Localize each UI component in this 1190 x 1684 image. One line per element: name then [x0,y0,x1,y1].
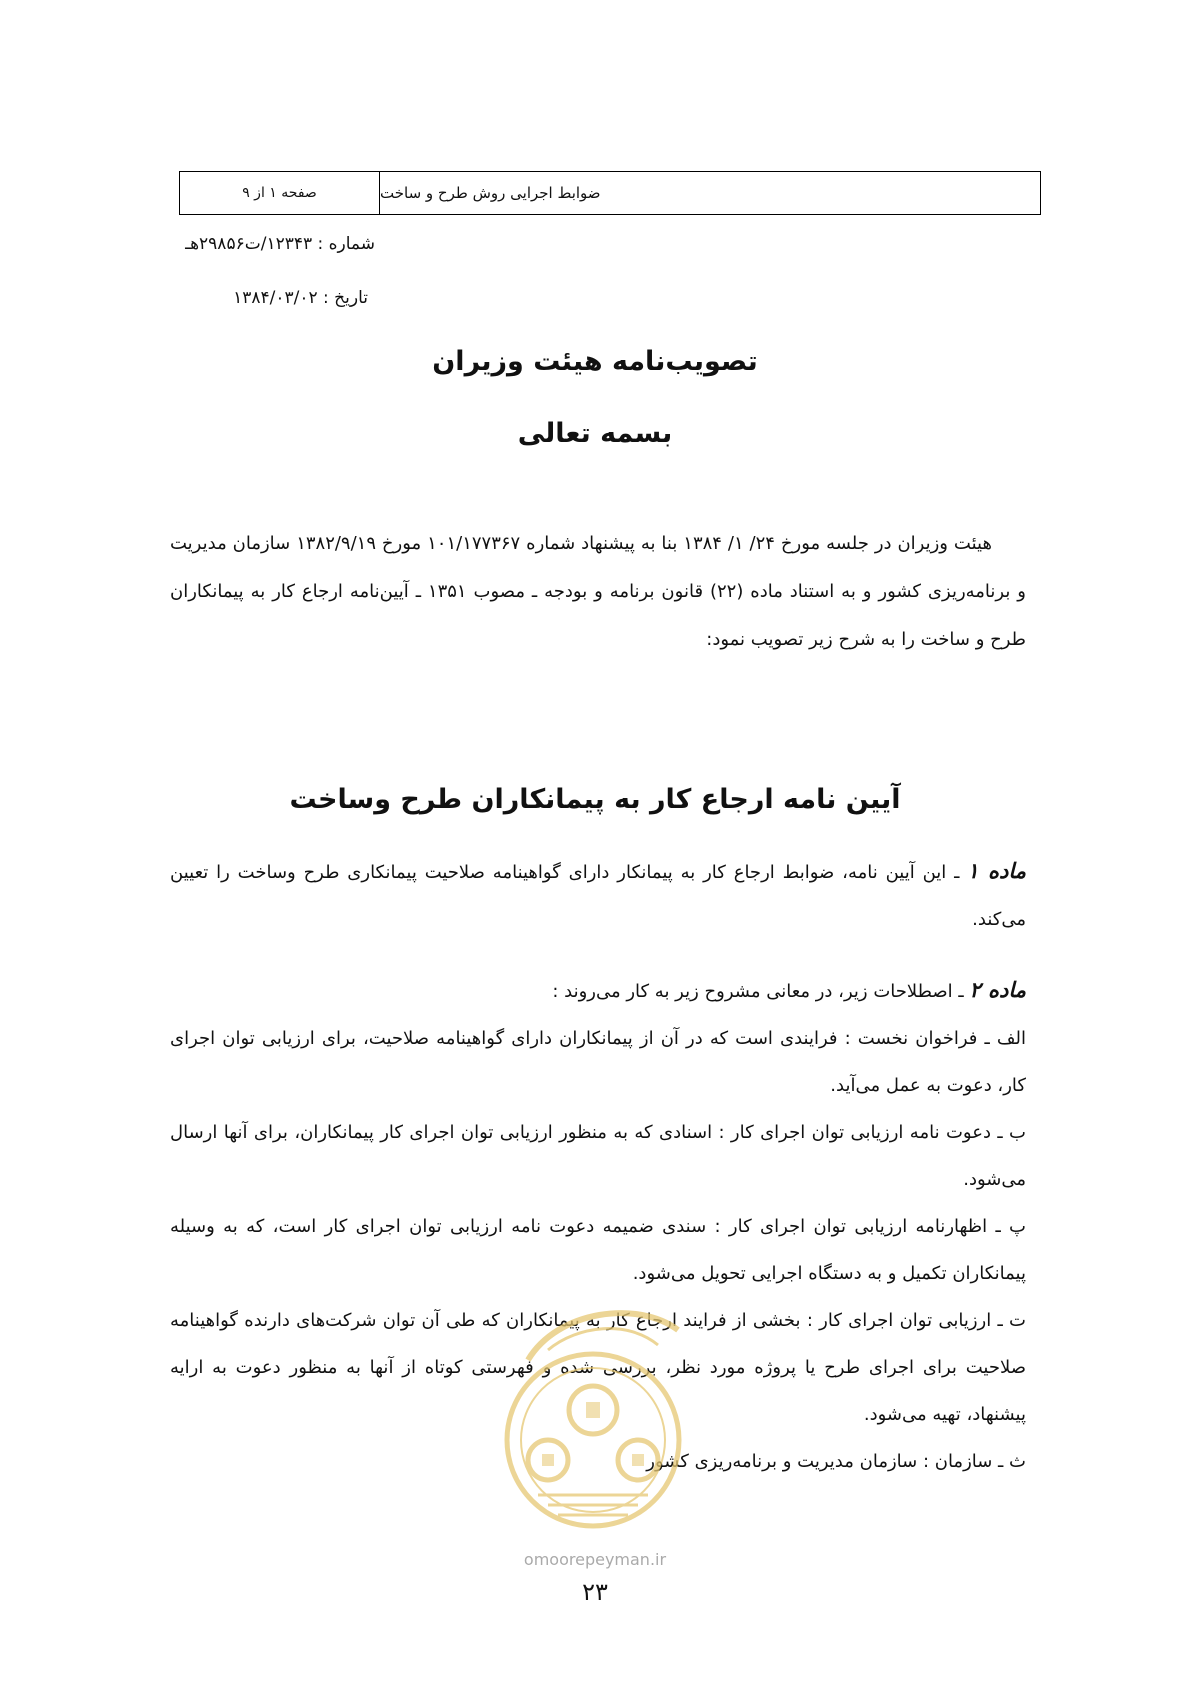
preamble-paragraph [170,520,1026,664]
letter-date: تاریخ : ۱۳۸۴/۰۳/۰۲ [233,288,368,308]
decree-title: تصویب‌نامه هیئت وزیران [432,346,758,377]
definition-te: ت ـ ارزیابی توان اجرای کار : بخشی از فرایند ارجاع کار به پیمانکاران که طی آن توان شرکت‌های دارنده گواهینامه صلاحیت برای اجرای طرح یا پروژه مورد نظر، بررسی شده و فهرستی کوتاه از آنها به منظور دعوت به ارایه پیشنهاد، تهیه می‌شود. [170,1310,1026,1425]
article-1 [170,848,1026,943]
page-indicator: صفحه ۱ از ۹ [180,172,380,214]
article-2-label: ماده ۲ [969,978,1026,1002]
watermark-url: omoorepeyman.ir [523,1550,667,1569]
definition-alef: الف ـ فراخوان نخست : فرایندی است که در آن از پیمانکاران دارای گواهینامه صلاحیت، برای ارزیابی توان اجرای کار، دعوت به عمل می‌آید. [170,1028,1026,1096]
document-title: ضوابط اجرایی روش طرح و ساخت [380,184,601,202]
article-2-text: ـ اصطلاحات زیر، در معانی مشروح زیر به کار می‌روند : [552,981,970,1002]
basmala-heading: بسمه تعالی [517,418,673,449]
article-1-label: ماده ۱ [967,859,1026,883]
page-number: ۲۳ [582,1578,608,1606]
article-2 [170,967,1026,1015]
definition-be: ب ـ دعوت نامه ارزیابی توان اجرای کار : اسنادی که به منظور ارزیابی توان اجرای کار پیمانکاران، برای آنها ارسال می‌شود. [170,1122,1026,1190]
definition-pe: پ ـ اظهارنامه ارزیابی توان اجرای کار : سندی ضمیمه دعوت نامه ارزیابی توان اجرای کار است، که به وسیله پیمانکاران تکمیل و به دستگاه اجرایی تحویل می‌شود. [170,1216,1026,1284]
watermark-seal-icon [488,1290,698,1550]
letter-number: شماره : ۱۲۳۴۳/ت۲۹۸۵۶هـ [185,234,375,254]
preamble-text: هیئت وزیران در جلسه مورخ ۲۴/ ۱/ ۱۳۸۴ بنا به پیشنهاد شماره ۱۰۱/۱۷۷۳۶۷ مورخ ۱۳۸۲/۹/۱۹ سازمان مدیریت و برنامه‌ریزی کشور و به استناد ماده (۲۲) قانون برنامه و بودجه ـ مصوب ۱۳۵۱ ـ آیین‌نامه ارجاع کار به پیمانکاران طرح و ساخت را به شرح زیر تصویب نمود: [170,533,1026,650]
definition-se: ث ـ سازمان : سازمان مدیریت و برنامه‌ریزی کشور [646,1451,1026,1472]
article-1-text: ـ این آیین نامه، ضوابط ارجاع کار به پیمانکار دارای گواهینامه صلاحیت پیمانکاری طرح وساخت را تعیین می‌کند. [170,862,1026,930]
regulation-title: آیین نامه ارجاع کار به پیمانکاران طرح وساخت [289,784,901,815]
header-table [179,171,1041,215]
